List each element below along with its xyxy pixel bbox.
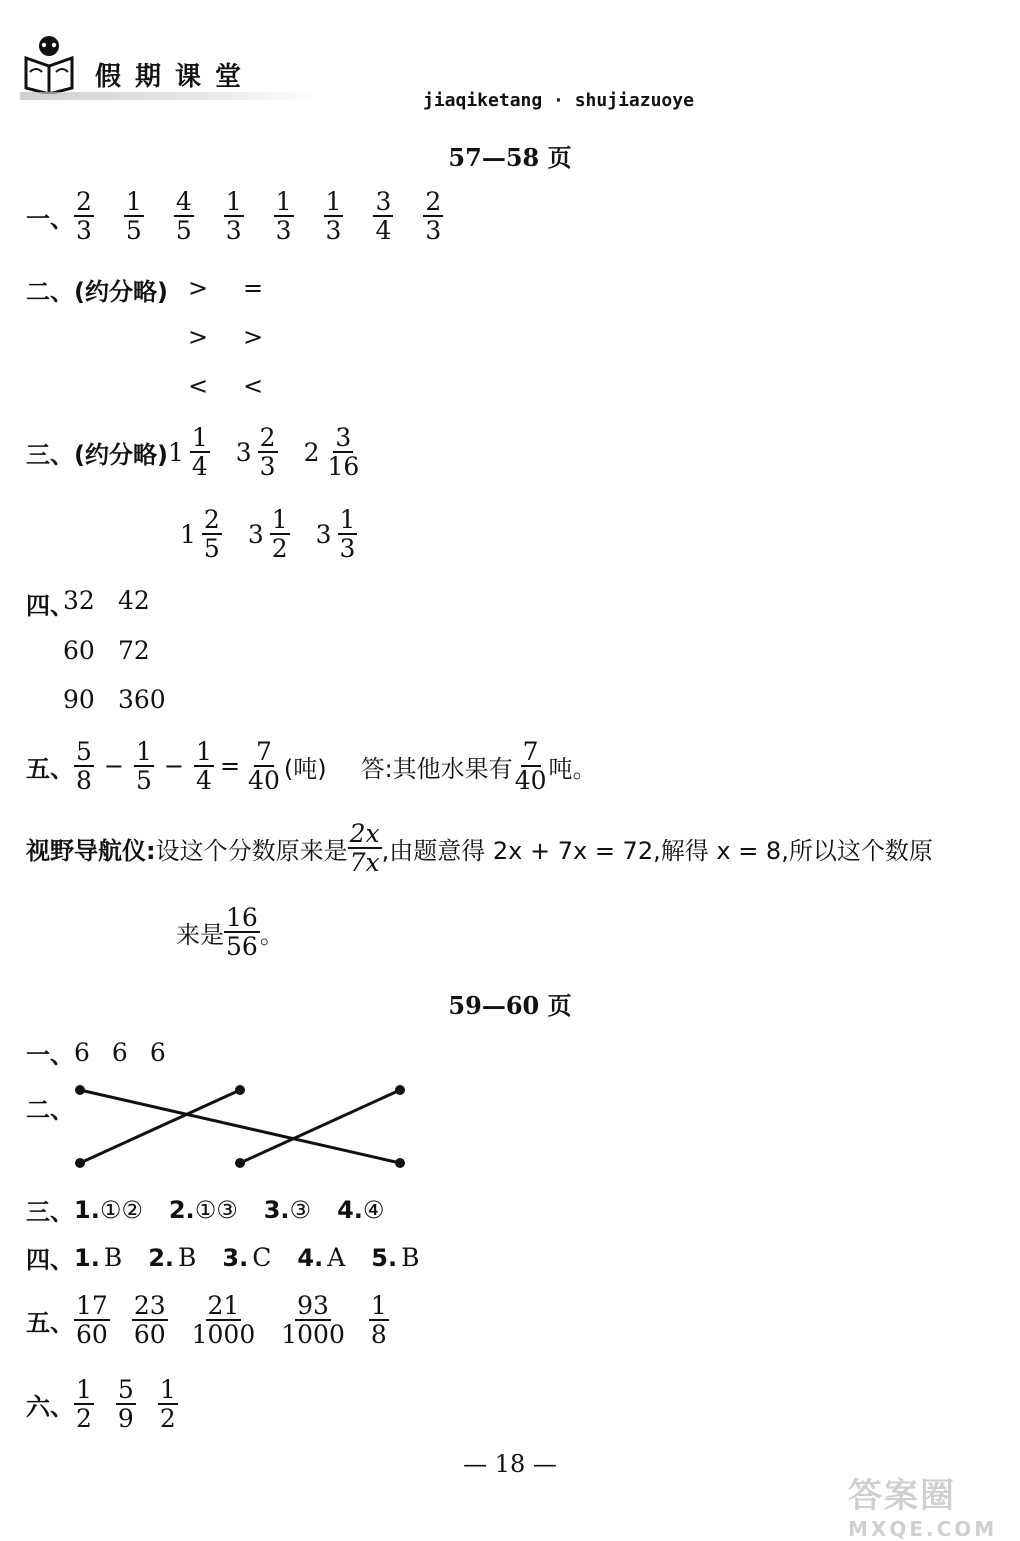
fraction: $\frac{1}{4}$ bbox=[196, 737, 212, 795]
item-number: 5. bbox=[371, 1243, 398, 1272]
answer-text: 吨。 bbox=[548, 754, 597, 783]
item-answer: ①③ bbox=[194, 1195, 238, 1224]
item-answer: B bbox=[178, 1243, 197, 1272]
answer-value: 6 bbox=[111, 1038, 128, 1067]
answer-value: 32 bbox=[63, 586, 95, 615]
fraction: $\frac{1}{2}$ bbox=[159, 1375, 176, 1433]
fraction: $\frac{17}{60}$ bbox=[76, 1291, 108, 1349]
compare-symbol: > bbox=[243, 323, 264, 351]
match-line bbox=[80, 1090, 400, 1163]
q4-label: 四、 bbox=[26, 592, 74, 620]
item-answer: B bbox=[103, 1243, 123, 1272]
s2-q2-label: 二、 bbox=[26, 1096, 74, 1124]
item-number: 2. bbox=[168, 1195, 195, 1224]
s2-q4-row bbox=[26, 1240, 419, 1275]
extra-text: 。 bbox=[259, 920, 284, 949]
fraction: $\frac{3}{4}$ bbox=[375, 187, 392, 245]
mixed-fraction: $\frac{1}{3}$ bbox=[339, 505, 356, 563]
extra-text: 来是 bbox=[176, 920, 224, 949]
q5-row bbox=[26, 738, 597, 794]
s2-q1-row bbox=[26, 1035, 166, 1070]
fraction: $\frac{93}{1000}$ bbox=[281, 1291, 345, 1349]
page-number: — 18 — bbox=[463, 1450, 557, 1478]
header-title: 假期课堂 bbox=[95, 62, 256, 92]
s2-q1-label: 一、 bbox=[26, 1041, 74, 1069]
fraction: $\frac{1}{3}$ bbox=[325, 187, 342, 245]
item-answer: A bbox=[327, 1243, 346, 1272]
answer-text: 答:其他水果有 bbox=[360, 754, 513, 783]
s2-q5-row bbox=[26, 1292, 389, 1348]
mixed-whole: 2 bbox=[303, 437, 320, 467]
mixed-fraction: $\frac{1}{4}$ bbox=[191, 423, 208, 481]
fraction: $\frac{5}{8}$ bbox=[76, 737, 92, 795]
fraction: $\frac{23}{60}$ bbox=[133, 1291, 166, 1349]
fraction: $\frac{1}{5}$ bbox=[136, 737, 152, 795]
answer-value: 90 bbox=[63, 685, 95, 714]
extra-text: 设这个分数原来是 bbox=[155, 836, 348, 865]
item-number: 3. bbox=[222, 1243, 249, 1272]
answer-value: 42 bbox=[118, 586, 150, 615]
item-number: 1. bbox=[74, 1195, 100, 1224]
mixed-fraction: $\frac{2}{3}$ bbox=[259, 423, 276, 481]
q2-label: 二、(约分略) bbox=[26, 278, 168, 306]
s2-q3-label: 三、 bbox=[26, 1198, 74, 1226]
section-heading-59-60: 59—60 页 bbox=[448, 991, 572, 1020]
item-number: 2. bbox=[148, 1243, 175, 1272]
compare-symbol: > bbox=[188, 274, 209, 302]
extra-row2 bbox=[176, 904, 284, 960]
compare-symbol: = bbox=[243, 274, 264, 302]
item-number: 4. bbox=[337, 1195, 363, 1224]
fraction: $\frac{4}{5}$ bbox=[175, 187, 192, 245]
compare-symbol: < bbox=[243, 372, 264, 400]
match-dot bbox=[235, 1085, 245, 1095]
match-dot bbox=[395, 1085, 405, 1095]
mixed-fraction: $\frac{3}{16}$ bbox=[327, 423, 360, 481]
fraction: $\frac{1}{3}$ bbox=[275, 187, 292, 245]
match-dot bbox=[75, 1085, 85, 1095]
item-answer: ③ bbox=[289, 1195, 312, 1224]
header-band bbox=[20, 92, 320, 100]
watermark bbox=[848, 1468, 1018, 1541]
header-pinyin: jiaqiketang · shujiazuoye bbox=[423, 90, 694, 111]
mixed-whole: 1 bbox=[167, 437, 184, 467]
item-number: 1. bbox=[74, 1243, 100, 1272]
item-answer: B bbox=[401, 1243, 420, 1272]
equals-sign: = bbox=[219, 752, 241, 780]
extra-label: 视野导航仪: bbox=[26, 836, 156, 865]
minus-sign: − bbox=[103, 752, 125, 780]
q3-label: 三、(约分略) bbox=[26, 440, 168, 469]
fraction: $\frac{7}{40}$ bbox=[514, 737, 547, 795]
mixed-whole: 3 bbox=[315, 519, 332, 549]
fraction: $\frac{7}{40}$ bbox=[248, 737, 280, 795]
q3-row1 bbox=[26, 424, 361, 480]
watermark-bottom: MXQE.COM bbox=[848, 1517, 998, 1541]
extra-row1 bbox=[26, 820, 933, 876]
match-line bbox=[80, 1090, 240, 1163]
s2-q3-row bbox=[26, 1192, 384, 1227]
fraction: $\frac{2}{3}$ bbox=[76, 187, 92, 245]
fraction: $\frac{5}{9}$ bbox=[117, 1375, 134, 1433]
q3-row2 bbox=[180, 506, 357, 562]
fraction: $\frac{1}{8}$ bbox=[370, 1291, 387, 1349]
mixed-whole: 3 bbox=[247, 519, 264, 549]
answer-value: 360 bbox=[118, 685, 166, 714]
fraction: $\frac{2x}{7x}$ bbox=[349, 819, 380, 877]
q5-label: 五、 bbox=[26, 754, 74, 783]
minus-sign: − bbox=[163, 752, 185, 780]
watermark-top: 答案圈 bbox=[848, 1476, 956, 1516]
mixed-whole: 1 bbox=[180, 519, 196, 549]
item-number: 4. bbox=[297, 1243, 324, 1272]
q1-row bbox=[26, 188, 443, 244]
book-reader-icon bbox=[18, 32, 80, 94]
fraction: $\frac{16}{56}$ bbox=[226, 903, 258, 961]
match-dot bbox=[75, 1158, 85, 1168]
item-answer: C bbox=[252, 1243, 272, 1272]
item-answer: ①② bbox=[99, 1195, 143, 1224]
mixed-fraction: $\frac{2}{5}$ bbox=[203, 505, 220, 563]
matching-lines-diagram bbox=[60, 1070, 430, 1180]
compare-symbol: > bbox=[188, 323, 209, 351]
match-line bbox=[240, 1090, 400, 1163]
fraction: $\frac{2}{3}$ bbox=[425, 187, 442, 245]
compare-symbol: < bbox=[188, 372, 209, 400]
item-number: 3. bbox=[263, 1195, 290, 1224]
item-answer: ④ bbox=[362, 1195, 385, 1224]
answer-value: 6 bbox=[74, 1038, 90, 1067]
s2-q6-row bbox=[26, 1376, 178, 1432]
answer-value: 60 bbox=[63, 636, 95, 665]
extra-text: ,由题意得 2x + 7x = 72,解得 x = 8,所以这个数原 bbox=[381, 836, 933, 865]
s2-q4-label: 四、 bbox=[26, 1246, 74, 1274]
mixed-whole: 3 bbox=[235, 437, 252, 467]
unit-text: (吨) bbox=[283, 754, 327, 783]
section-heading-57-58: 57—58 页 bbox=[448, 143, 572, 172]
answer-value: 6 bbox=[149, 1038, 166, 1067]
fraction: $\frac{1}{5}$ bbox=[125, 187, 142, 245]
fraction: $\frac{1}{3}$ bbox=[225, 187, 242, 245]
match-dot bbox=[395, 1158, 405, 1168]
s2-q6-label: 六、 bbox=[26, 1392, 74, 1421]
s2-q5-label: 五、 bbox=[26, 1308, 74, 1337]
fraction: $\frac{21}{1000}$ bbox=[191, 1291, 256, 1349]
mixed-fraction: $\frac{1}{2}$ bbox=[271, 505, 288, 563]
fraction: $\frac{1}{2}$ bbox=[76, 1375, 92, 1433]
answer-value: 72 bbox=[118, 636, 150, 665]
match-dot bbox=[235, 1158, 245, 1168]
q1-label: 一、 bbox=[26, 204, 74, 233]
